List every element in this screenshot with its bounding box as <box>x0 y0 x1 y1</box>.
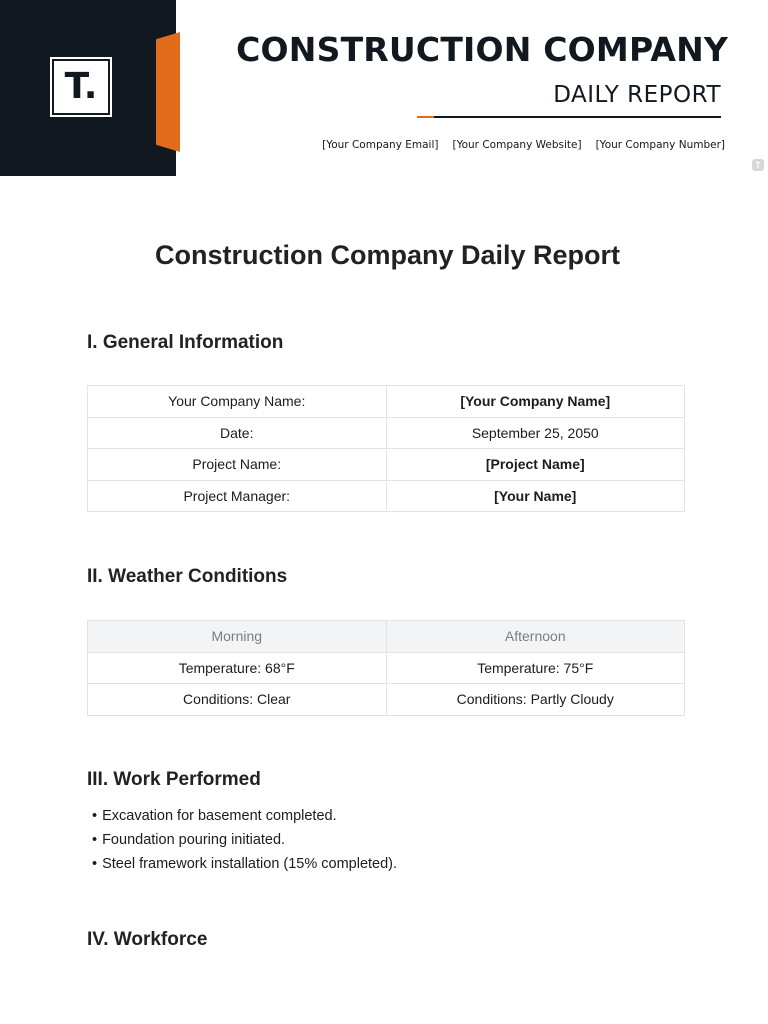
logo-panel <box>0 0 176 176</box>
list-item: • Steel framework installation (15% completed). <box>92 854 397 878</box>
table-cell-label: Date: <box>88 417 387 449</box>
work-performed-list <box>92 806 397 878</box>
logo-letter: T. <box>54 61 108 113</box>
company-name: CONSTRUCTION COMPANY <box>236 30 728 69</box>
table-cell-label: Project Manager: <box>88 480 387 512</box>
table-cell: Conditions: Clear <box>88 684 387 716</box>
table-cell-label: Project Name: <box>88 449 387 481</box>
contact-number: [Your Company Number] <box>595 139 725 151</box>
table-row <box>88 480 685 512</box>
table-row <box>88 449 685 481</box>
contact-line <box>322 139 725 151</box>
list-item: • Excavation for basement completed. <box>92 806 397 830</box>
table-cell-value: September 25, 2050 <box>386 417 685 449</box>
logo-accent-tab <box>156 32 180 152</box>
weather-conditions-table <box>87 620 685 716</box>
company-logo <box>50 57 112 117</box>
table-row <box>88 386 685 418</box>
document-title: Construction Company Daily Report <box>154 240 621 270</box>
header-divider <box>417 116 721 118</box>
template-badge-icon: T <box>752 159 764 171</box>
table-row <box>88 652 685 684</box>
table-row <box>88 417 685 449</box>
column-header-morning: Morning <box>88 621 387 653</box>
table-header-row <box>88 621 685 653</box>
report-label: DAILY REPORT <box>553 82 721 108</box>
list-item: • Foundation pouring initiated. <box>92 830 397 854</box>
section-weather-conditions: II. Weather Conditions <box>87 566 288 587</box>
section-general-information: I. General Information <box>87 332 284 353</box>
section-work-performed: III. Work Performed <box>87 769 261 790</box>
table-cell-value: [Your Name] <box>386 480 685 512</box>
table-cell: Temperature: 68°F <box>88 652 387 684</box>
table-cell-label: Your Company Name: <box>88 386 387 418</box>
column-header-afternoon: Afternoon <box>386 621 685 653</box>
table-cell-value: [Your Company Name] <box>386 386 685 418</box>
header-divider-accent <box>417 116 434 118</box>
letterhead <box>0 0 768 176</box>
table-cell: Temperature: 75°F <box>386 652 685 684</box>
table-cell: Conditions: Partly Cloudy <box>386 684 685 716</box>
general-information-table <box>87 385 685 512</box>
table-cell-value: [Project Name] <box>386 449 685 481</box>
section-workforce: IV. Workforce <box>87 929 208 950</box>
contact-email: [Your Company Email] <box>322 139 439 151</box>
contact-website: [Your Company Website] <box>452 139 582 151</box>
table-row <box>88 684 685 716</box>
